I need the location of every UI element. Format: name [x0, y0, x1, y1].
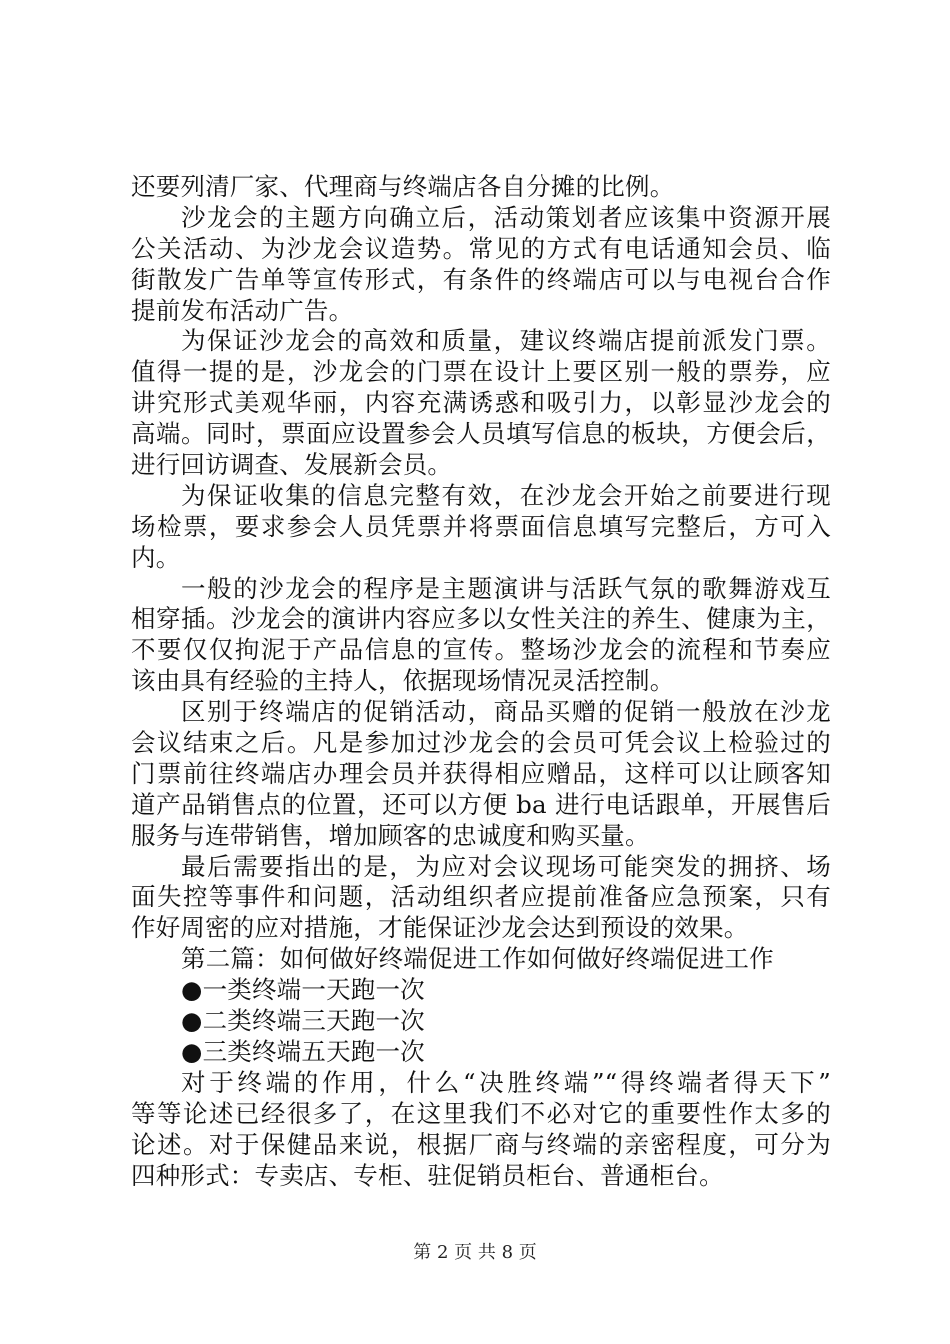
text-line: 进行回访调查、发展新会员。	[131, 450, 453, 480]
text-line: 最后需要指出的是，为应对会议现场可能突发的拥挤、场	[181, 851, 831, 881]
text-line: 作好周密的应对措施，才能保证沙龙会达到预设的效果。	[131, 913, 749, 943]
text-line: 服务与连带销售，增加顾客的忠诚度和购买量。	[131, 820, 650, 850]
text-line: 不要仅仅拘泥于产品信息的宣传。整场沙龙会的流程和节奏应	[131, 635, 831, 665]
text-line: 场检票，要求参会人员凭票并将票面信息填写完整后，方可入	[131, 511, 831, 541]
text-line: 等等论述已经很多了，在这里我们不必对它的重要性作太多的	[131, 1098, 831, 1128]
page-footer: 第 2 页 共 8 页	[413, 1242, 537, 1263]
text-line: 高端。同时，票面应设置参会人员填写信息的板块，方便会后，	[131, 419, 831, 449]
text-line: 讲究形式美观华丽，内容充满诱惑和吸引力，以彰显沙龙会的	[131, 388, 831, 418]
text-line: 第二篇：如何做好终端促进工作如何做好终端促进工作	[181, 944, 774, 974]
text-line: 门票前往终端店办理会员并获得相应赠品，这样可以让顾客知	[131, 758, 831, 788]
text-line: 内。	[131, 542, 181, 572]
text-line: 相穿插。沙龙会的演讲内容应多以女性关注的养生、健康为主，	[131, 604, 831, 634]
text-line: 值得一提的是，沙龙会的门票在设计上要区别一般的票券，应	[131, 357, 831, 387]
text-line: 面失控等事件和问题，活动组织者应提前准备应急预案，只有	[131, 882, 831, 912]
text-line: 区别于终端店的促销活动，商品买赠的促销一般放在沙龙	[181, 697, 831, 727]
text-line: 沙龙会的主题方向确立后，活动策划者应该集中资源开展	[181, 202, 831, 232]
text-line: 还要列清厂家、代理商与终端店各自分摊的比例。	[131, 172, 675, 201]
text-line: 对于终端的作用，什么“决胜终端”“得终端者得天下”	[181, 1067, 831, 1097]
text-line: 道产品销售点的位置，还可以方便 ba 进行电话跟单，开展售后	[131, 789, 831, 819]
text-line: 该由具有经验的主持人，依据现场情况灵活控制。	[131, 666, 675, 696]
text-line: 论述。对于保健品来说，根据厂商与终端的亲密程度，可分为	[131, 1129, 831, 1159]
text-line: 为保证沙龙会的高效和质量，建议终端店提前派发门票。	[181, 326, 831, 356]
text-line: 街散发广告单等宣传形式，有条件的终端店可以与电视台合作	[131, 264, 831, 294]
text-line: 提前发布活动广告。	[131, 295, 354, 325]
text-line: ●一类终端一天跑一次	[181, 975, 425, 1005]
text-line: 会议结束之后。凡是参加过沙龙会的会员可凭会议上检验过的	[131, 728, 831, 758]
text-line: 为保证收集的信息完整有效，在沙龙会开始之前要进行现	[181, 480, 831, 510]
text-line: 一般的沙龙会的程序是主题演讲与活跃气氛的歌舞游戏互	[181, 573, 831, 603]
document-body	[131, 172, 831, 1191]
text-line: 公关活动、为沙龙会议造势。常见的方式有电话通知会员、临	[131, 233, 831, 263]
text-line: 四种形式：专卖店、专柜、驻促销员柜台、普通柜台。	[131, 1160, 724, 1190]
text-line: ●二类终端三天跑一次	[181, 1006, 425, 1036]
text-line: ●三类终端五天跑一次	[181, 1036, 425, 1066]
